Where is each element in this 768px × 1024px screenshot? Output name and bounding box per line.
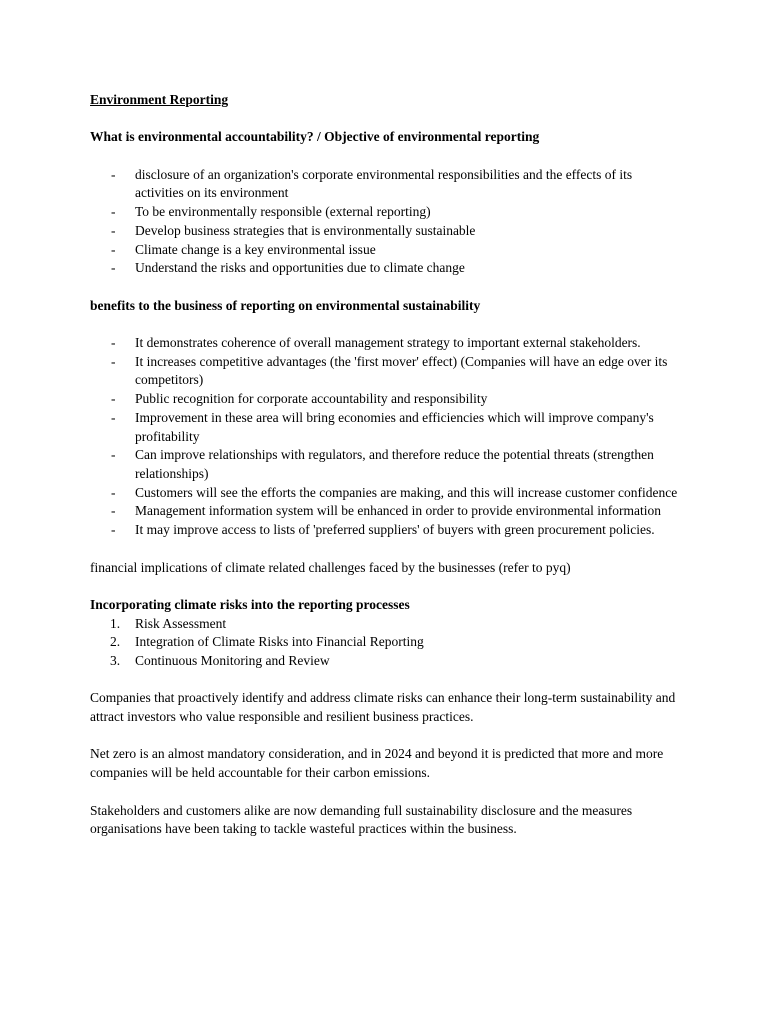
list-item [90, 446, 678, 483]
dash-marker: - [111, 522, 116, 538]
section2-heading: benefits to the business of reporting on environmental sustainability [90, 297, 481, 313]
list-item-text: Management information system will be enhanced in order to provide environmental information [135, 503, 661, 519]
number-marker: 2. [110, 634, 121, 650]
list-item [90, 334, 678, 353]
list-item-text: Improvement in these area will bring economies and efficiencies which will improve company's profitability [135, 409, 654, 444]
number-marker: 1. [110, 615, 121, 631]
dash-marker: - [111, 484, 116, 500]
list-item-text: disclosure of an organization's corporate environmental responsibilities and the effects of its activities on its environment [135, 166, 633, 201]
list-item-text: Continuous Monitoring and Review [135, 653, 330, 668]
dash-marker: - [111, 260, 116, 276]
list-item [90, 633, 678, 652]
list-item [90, 521, 678, 540]
number-marker: 3. [110, 653, 121, 668]
dash-marker: - [111, 335, 116, 351]
list-item [90, 652, 678, 671]
financial-note: financial implications of climate related challenges faced by the businesses (refer to pyq) [90, 559, 571, 575]
dash-marker: - [111, 222, 116, 238]
list-item [90, 409, 678, 446]
list-item [90, 353, 678, 390]
paragraph-stakeholders: Stakeholders and customers alike are now demanding full sustainability disclosure and the measures organisations have been taking to tackle wasteful practices within the business. [90, 802, 633, 837]
list-item [90, 241, 678, 260]
list-item-text: Understand the risks and opportunities due to climate change [135, 260, 465, 276]
list-item-text: Public recognition for corporate accountability and responsibility [135, 391, 488, 407]
list-item-text: Develop business strategies that is environmentally sustainable [135, 222, 476, 238]
list-item-text: It increases competitive advantages (the 'first mover' effect) (Companies will have an edge over its competitors) [135, 353, 668, 388]
list-item-text: It may improve access to lists of 'preferred suppliers' of buyers with green procurement policies. [135, 522, 655, 538]
list-item [90, 615, 678, 634]
dash-marker: - [111, 241, 116, 257]
dash-marker: - [111, 503, 116, 519]
dash-marker: - [111, 409, 116, 425]
list-item-text: Climate change is a key environmental issue [135, 241, 376, 257]
list-item-text: Risk Assessment [135, 615, 227, 631]
section3-heading: Incorporating climate risks into the reporting processes [90, 596, 410, 612]
list-item [90, 222, 678, 241]
list-item [90, 166, 678, 203]
dash-marker: - [111, 447, 116, 463]
list-item [90, 390, 678, 409]
list-item-text: It demonstrates coherence of overall management strategy to important external stakeholders. [135, 335, 641, 351]
section1-list [90, 166, 678, 278]
section2-list [90, 334, 678, 540]
list-item [90, 259, 678, 278]
dash-marker: - [111, 166, 116, 182]
list-item [90, 203, 678, 222]
list-item [90, 484, 678, 503]
list-item-text: Customers will see the efforts the companies are making, and this will increase customer confidence [135, 484, 678, 500]
list-item [90, 502, 678, 521]
dash-marker: - [111, 204, 116, 220]
paragraph-climate-risks: Companies that proactively identify and address climate risks can enhance their long-term sustainability and attract investors who value responsible and resilient business practices. [90, 690, 676, 725]
paragraph-net-zero: Net zero is an almost mandatory consideration, and in 2024 and beyond it is predicted that more and more companies will be held accountable for their carbon emissions. [90, 746, 664, 781]
dash-marker: - [111, 353, 116, 369]
list-item-text: Can improve relationships with regulators, and therefore reduce the potential threats (strengthen relationships) [135, 447, 654, 481]
section3-list [90, 615, 678, 671]
list-item-text: To be environmentally responsible (external reporting) [135, 204, 431, 220]
dash-marker: - [111, 391, 116, 407]
document-title: Environment Reporting [90, 92, 229, 107]
section1-heading: What is environmental accountability? / Objective of environmental reporting [90, 129, 540, 145]
list-item-text: Integration of Climate Risks into Financial Reporting [135, 634, 424, 650]
